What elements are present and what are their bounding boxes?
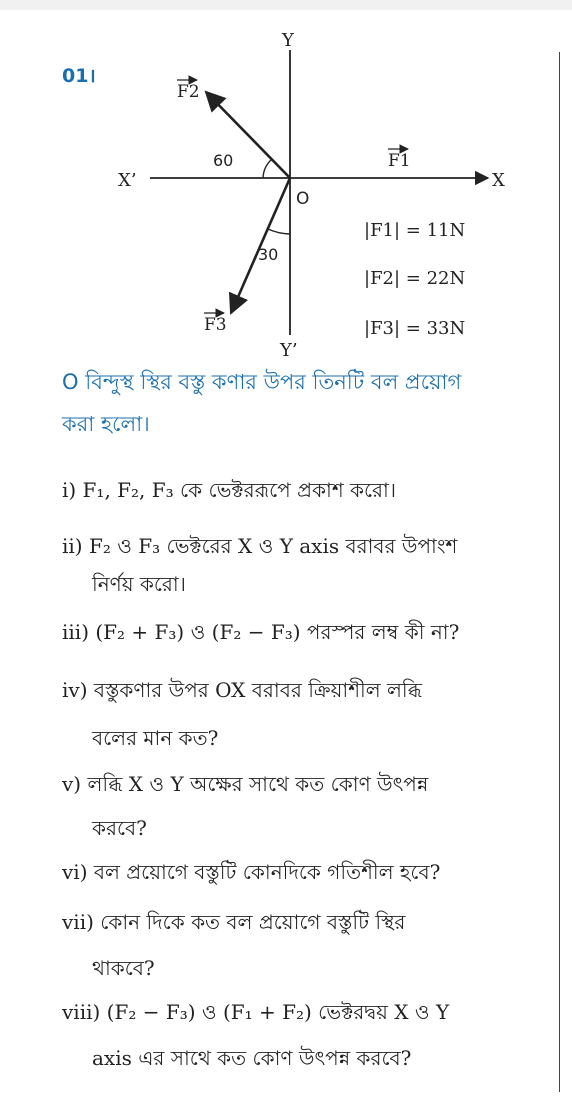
- question-viii-cont: axis এর সাথে কত কোণ উৎপন্ন করবে?: [92, 1046, 412, 1070]
- question-v: v) লব্ধি X ও Y অক্ষের সাথে কত কোণ উৎপন্ন: [62, 772, 429, 796]
- magnitude-f1: |F1| = 11N: [364, 220, 466, 241]
- question-ii-cont: নির্ণয় করো।: [92, 572, 186, 596]
- intro-line-1: O বিন্দুস্থ স্থির বস্তু কণার উপর তিনটি বল প্রয়োগ: [62, 370, 462, 394]
- magnitude-f3: |F3| = 33N: [364, 318, 466, 339]
- question-i: i) F₁, F₂, F₃ কে ভেক্টররূপে প্রকাশ করো।: [62, 478, 397, 502]
- angle-arc-60: [263, 159, 272, 178]
- label-f1: F1: [388, 151, 411, 171]
- label-y-neg: Y’: [280, 340, 298, 360]
- label-f3: F3: [204, 315, 227, 335]
- question-number: 01।: [62, 65, 96, 87]
- label-x: X: [492, 170, 505, 191]
- angle-arc-30: [268, 229, 290, 234]
- force-diagram: [0, 0, 572, 360]
- question-vi: vi) বল প্রয়োগে বস্তুটি কোনদিকে গতিশীল হবে?: [62, 860, 441, 884]
- question-viii: viii) (F₂ − F₃) ও (F₁ + F₂) ভেক্টরদ্বয় X ও Y: [62, 1000, 450, 1024]
- intro-line-2: করা হলো।: [62, 412, 150, 436]
- angle-30-label: 30: [258, 245, 279, 264]
- label-f2: F2: [177, 82, 200, 102]
- question-iv-cont: বলের মান কত?: [92, 726, 219, 750]
- magnitude-f2: |F2| = 22N: [364, 268, 466, 289]
- question-vii: vii) কোন দিকে কত বল প্রয়োগে বস্তুটি স্থির: [62, 910, 406, 934]
- label-y: Y: [282, 30, 294, 51]
- question-iv: iv) বস্তুকণার উপর OX বরাবর ক্রিয়াশীল লব্ধি: [62, 678, 423, 702]
- angle-60-label: 60: [213, 151, 234, 170]
- question-v-cont: করবে?: [92, 816, 147, 840]
- question-vii-cont: থাকবে?: [92, 956, 155, 980]
- label-x-neg: X’: [118, 170, 137, 191]
- question-ii: ii) F₂ ও F₃ ভেক্টরের X ও Y axis বরাবর উপাংশ: [62, 534, 458, 558]
- label-origin: O: [296, 189, 310, 209]
- question-iii: iii) (F₂ + F₃) ও (F₂ − F₃) পরস্পর লম্ব কী না?: [62, 620, 460, 644]
